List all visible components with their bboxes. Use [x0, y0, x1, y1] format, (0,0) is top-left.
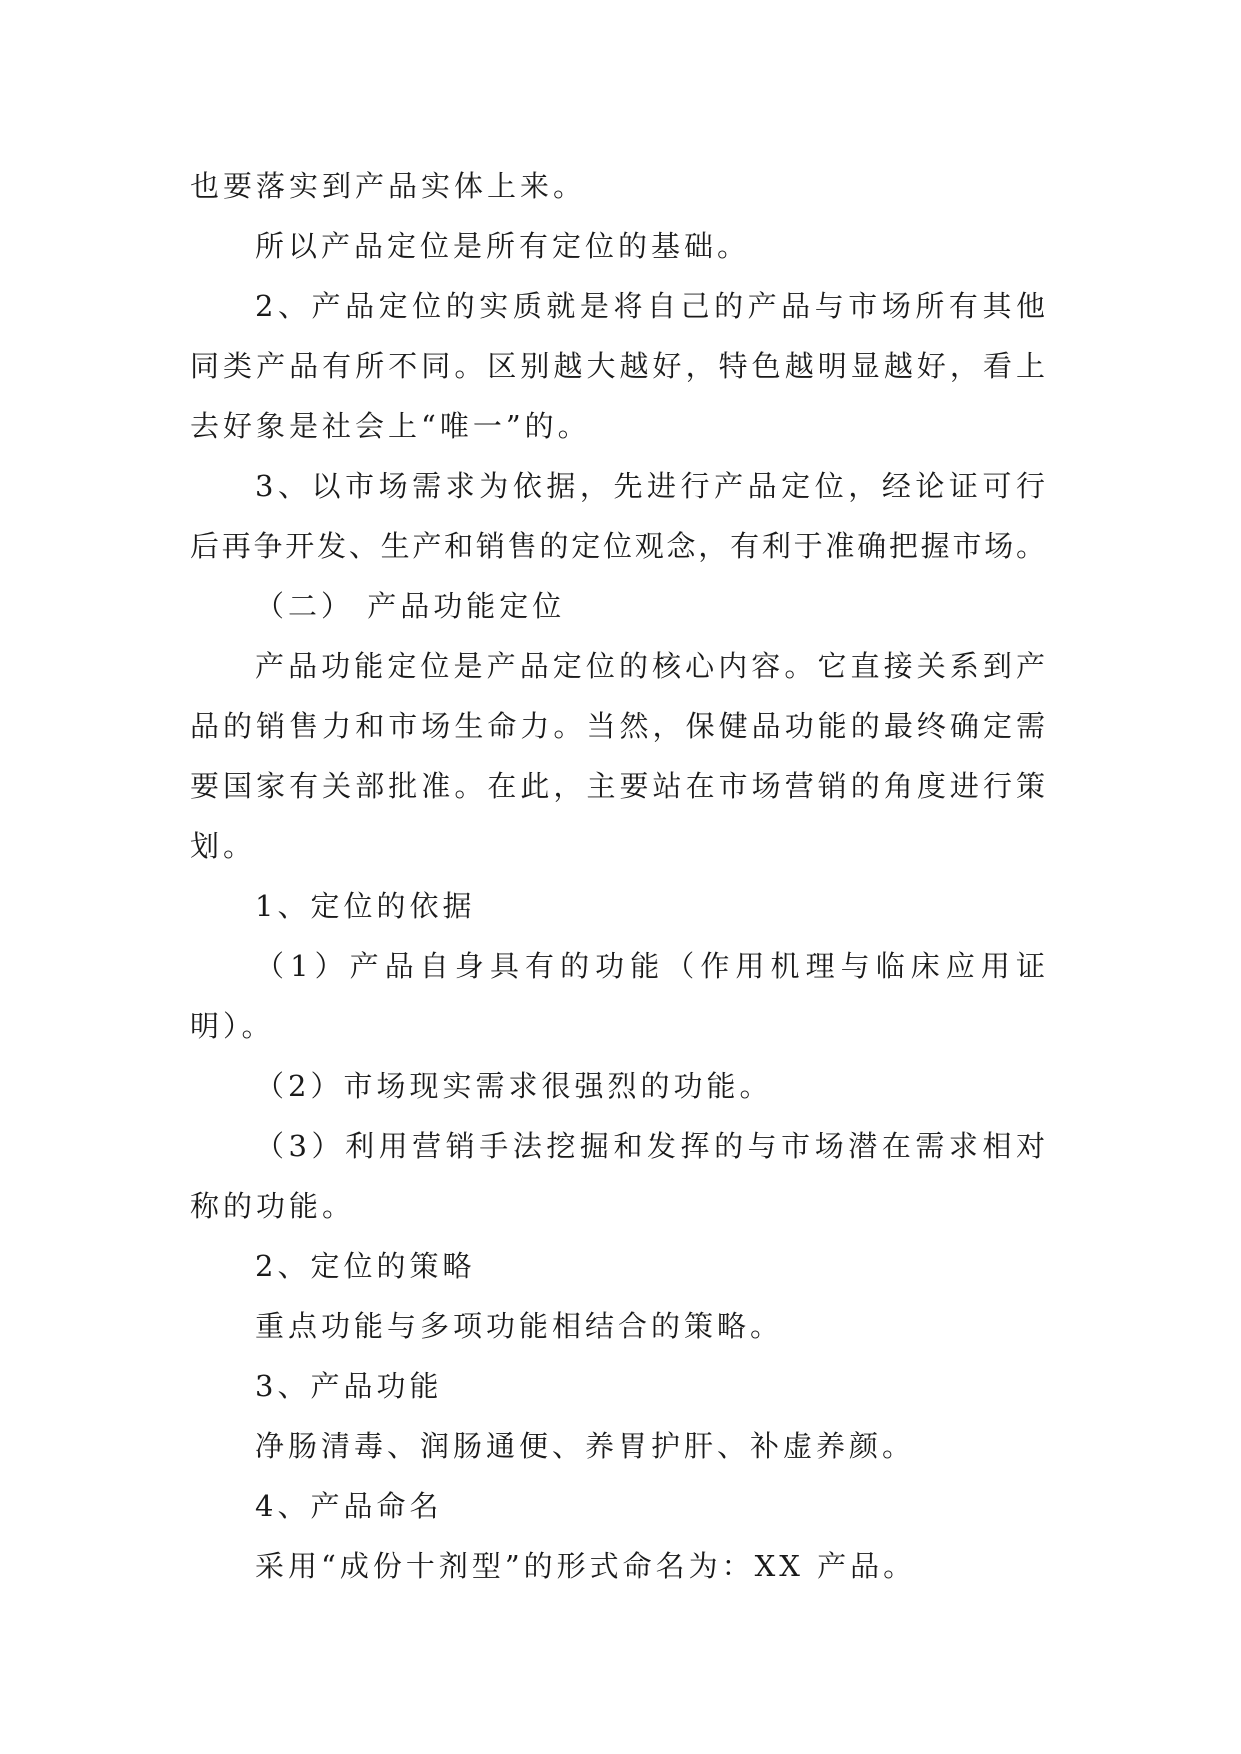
subsection-heading: 1、定位的依据	[255, 889, 476, 923]
paragraph-line: 后再争开发、生产和销售的定位观念，有利于准确把握市场。	[190, 529, 1045, 563]
paragraph-line: 2、产品定位的实质就是将自己的产品与市场所有其他	[255, 289, 1045, 323]
paragraph-line: （2）市场现实需求很强烈的功能。	[255, 1069, 773, 1103]
paragraph-line: 采用“成份十剂型”的形式命名为：XX 产品。	[255, 1549, 917, 1583]
paragraph-line: 明）。	[190, 1009, 275, 1043]
paragraph-line: 3、以市场需求为依据，先进行产品定位，经论证可行	[255, 469, 1045, 503]
paragraph-line: 同类产品有所不同。区别越大越好，特色越明显越好，看上	[190, 349, 1045, 383]
paragraph-line: （3）利用营销手法挖掘和发挥的与市场潜在需求相对	[255, 1129, 1045, 1163]
paragraph-line: 划。	[190, 829, 257, 863]
paragraph-line: 也要落实到产品实体上来。	[190, 169, 587, 203]
section-heading: （二） 产品功能定位	[255, 589, 566, 623]
paragraph-line: 重点功能与多项功能相结合的策略。	[255, 1309, 784, 1343]
paragraph-line: （1）产品自身具有的功能（作用机理与临床应用证	[255, 949, 1045, 983]
paragraph-line: 产品功能定位是产品定位的核心内容。它直接关系到产	[255, 649, 1045, 683]
subsection-heading: 4、产品命名	[255, 1489, 443, 1523]
subsection-heading: 2、定位的策略	[255, 1249, 476, 1283]
paragraph-line: 净肠清毒、润肠通便、养胃护肝、补虚养颜。	[255, 1429, 916, 1463]
paragraph-line: 品的销售力和市场生命力。当然，保健品功能的最终确定需	[190, 709, 1045, 743]
paragraph-line: 称的功能。	[190, 1189, 356, 1223]
paragraph-line: 要国家有关部批准。在此，主要站在市场营销的角度进行策	[190, 769, 1045, 803]
paragraph-line: 去好象是社会上“唯一”的。	[190, 409, 591, 443]
subsection-heading: 3、产品功能	[255, 1369, 443, 1403]
paragraph-line: 所以产品定位是所有定位的基础。	[255, 229, 751, 263]
